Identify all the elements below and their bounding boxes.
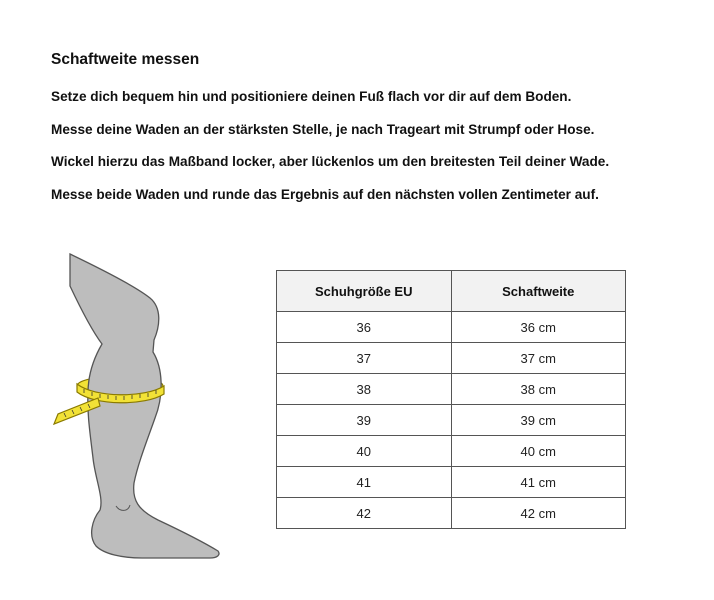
page-title: Schaftweite messen [51,51,200,68]
cell-shaft-width: 37 cm [451,343,626,374]
cell-shoe-size: 36 [277,312,452,343]
cell-shaft-width: 36 cm [451,312,626,343]
cell-shoe-size: 38 [277,374,452,405]
cell-shoe-size: 39 [277,405,452,436]
instruction-line-3: Wickel hierzu das Maßband locker, aber lückenlos um den breitesten Teil deiner Wade. [51,154,610,169]
cell-shaft-width: 38 cm [451,374,626,405]
table-row [277,374,626,405]
instruction-line-2: Messe deine Waden an der stärksten Stelle, je nach Trageart mit Strumpf oder Hose. [51,122,595,137]
cell-shoe-size: 42 [277,498,452,529]
cell-shaft-width: 40 cm [451,436,626,467]
leg-measuring-illustration [40,248,230,568]
cell-shaft-width: 41 cm [451,467,626,498]
size-table [276,270,626,529]
table-row [277,343,626,374]
header-shoe-size: Schuhgröße EU [277,271,452,312]
table-header-row [277,271,626,312]
cell-shoe-size: 40 [277,436,452,467]
table-row [277,467,626,498]
table-row [277,436,626,467]
table-row [277,405,626,436]
instruction-line-4: Messe beide Waden und runde das Ergebnis auf den nächsten vollen Zentimeter auf. [51,187,599,202]
cell-shoe-size: 37 [277,343,452,374]
cell-shaft-width: 42 cm [451,498,626,529]
header-shaft-width: Schaftweite [451,271,626,312]
table-row [277,312,626,343]
cell-shoe-size: 41 [277,467,452,498]
table-row [277,498,626,529]
instruction-line-1: Setze dich bequem hin und positioniere deinen Fuß flach vor dir auf dem Boden. [51,89,572,104]
cell-shaft-width: 39 cm [451,405,626,436]
